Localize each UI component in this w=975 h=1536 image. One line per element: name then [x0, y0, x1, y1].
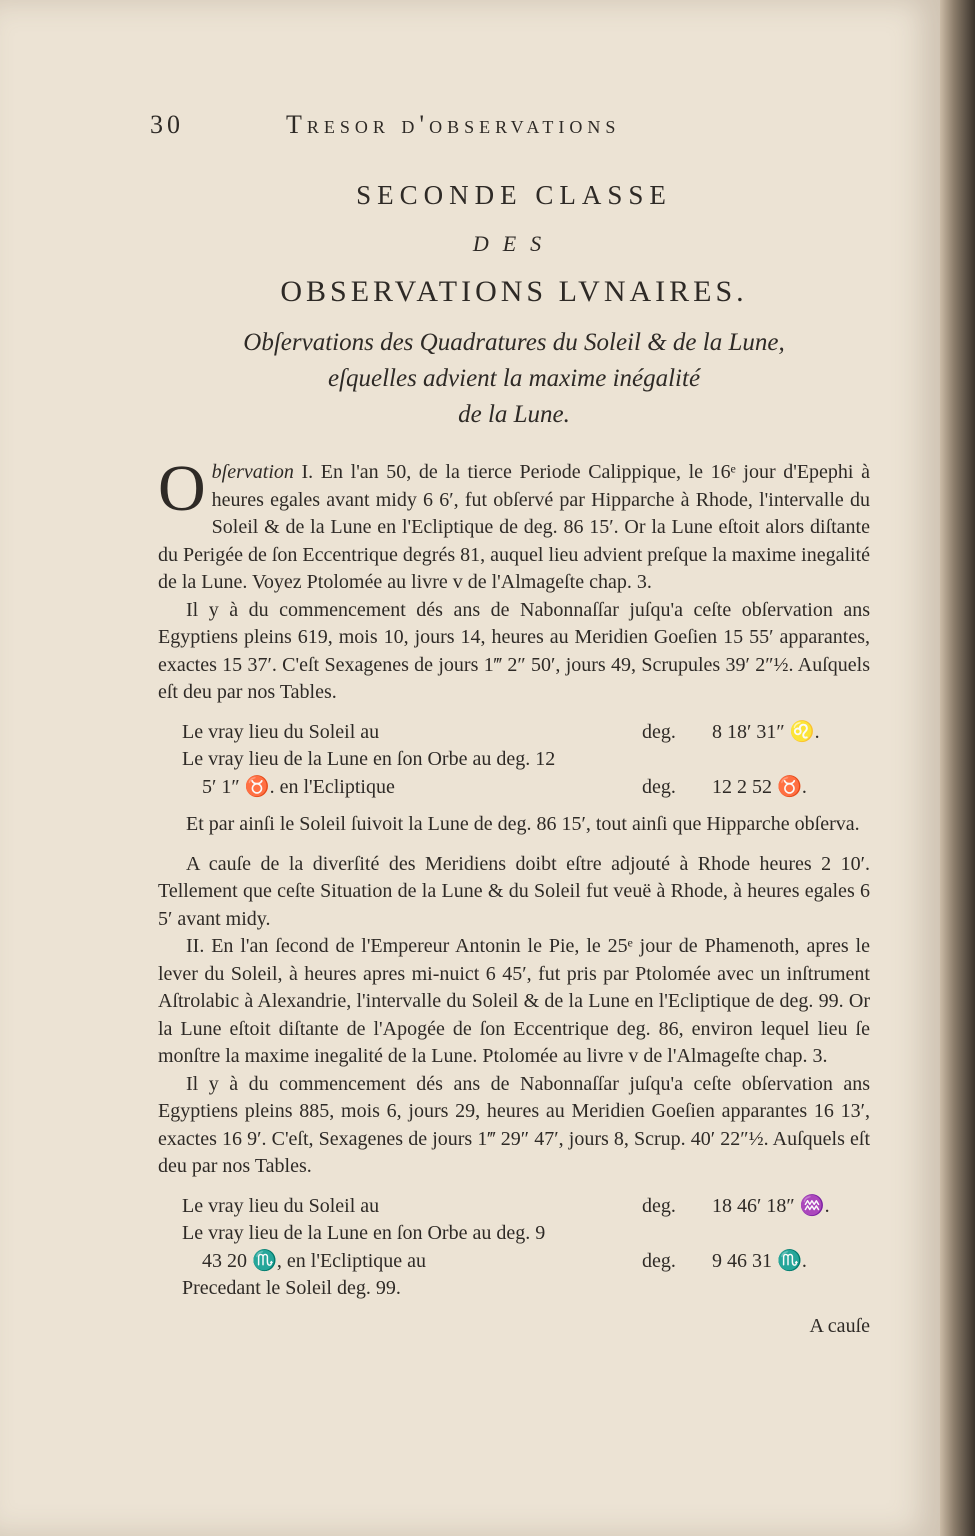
table-unit: deg.	[642, 775, 676, 798]
table-value: 8 18′ 31″ ♌.	[712, 720, 820, 743]
table-row	[182, 746, 870, 774]
table-label: Le vray lieu du Soleil au	[182, 1194, 380, 1217]
observation-lead-word: bſervation	[211, 461, 294, 483]
observation-2-paragraph: II. En l'an ſecond de l'Empereur Antonin le Pie, le 25ᵉ jour de Phamenoth, apres le lever du Soleil, à heures apres mi-nuict 6 45′, fut pris par Ptolomée avec un inſtrument Aſtrolabic à Alexandrie, l'intervalle du Soleil & de la Lune en l'Ecliptique de deg. 99. Or la Lune eſtoit diſtante de l'Apogée de ſon Eccentrique deg. 86, environ lequel lieu ſe monſtre la maxime inegalité de la Lune. Ptolomée au livre v de l'Almageſte chap. 3.	[158, 935, 870, 1067]
subtitle-line-1: Obſervations des Quadratures du Soleil & de la Lune,	[243, 329, 785, 356]
table-row	[182, 1275, 870, 1303]
table-value: 9 46 31 ♏.	[712, 1249, 807, 1272]
table-label: Le vray lieu de la Lune en ſon Orbe au deg. 9	[182, 1222, 546, 1244]
table-unit: deg.	[642, 720, 676, 743]
observation-1-computation: Il y à du commencement dés ans de Nabonnaſſar juſqu'a ceſte obſervation ans Egyptiens pleins 619, mois 10, jours 14, heures au Meridien Goeſien 15 55′ apparantes, exactes 15 37′. C'eſt Sexagenes de jours 1‴ 2″ 50′, jours 49, Scrupules 39′ 2″½. Auſquels eſt deu par nos Tables.	[158, 598, 870, 703]
table-label: Le vray lieu de la Lune en ſon Orbe au deg. 12	[182, 748, 556, 770]
drop-cap: O	[158, 452, 206, 525]
observation-1-text: I. En l'an 50, de la tierce Periode Calippique, le 16ᵉ jour d'Epephi à heures egales avant midy 6 6′, fut obſervé par Hipparche à Rhode, l'intervalle du Soleil & de la Lune en l'Ecliptique de deg. 86 15′. Or la Lune eſtoit alors diſtante du Perigée de ſon Eccentrique degrés 81, auquel lieu advient preſque la maxime inegalité de la Lune. Voyez Ptolomée au livre v de l'Almageſte chap. 3.	[158, 461, 870, 593]
subtitle-line-2: eſquelles advient la maxime inégalité	[327, 365, 701, 392]
table-label: 43 20 ♏, en l'Ecliptique au	[202, 1249, 427, 1272]
table-row	[182, 1248, 870, 1276]
table-row	[182, 719, 870, 747]
table-row	[182, 1220, 870, 1248]
table-label: Precedant le Soleil deg. 99.	[182, 1277, 401, 1299]
running-header	[150, 110, 870, 154]
observation-2-computation: Il y à du commencement dés ans de Nabonnaſſar juſqu'a ceſte obſervation ans Egyptiens pleins 885, mois 6, jours 29, heures au Meridien Goeſien apparantes 16 13′, exactes 16 9′. C'eſt, Sexagenes de jours 1‴ 29″ 47′, jours 8, Scrup. 40′ 22″½. Auſquels eſt deu par nos Tables.	[158, 1072, 870, 1177]
table-value: 12 2 52 ♉.	[712, 775, 807, 798]
page-number: 30	[150, 110, 184, 139]
observation-2-table	[182, 1193, 870, 1303]
table-label: 5′ 1″ ♉. en l'Ecliptique	[202, 775, 395, 798]
subtitle-line-3: de la Lune.	[458, 401, 570, 428]
table-value: 18 46′ 18″ ♒.	[712, 1194, 830, 1217]
running-title: Tresor d'observations	[286, 110, 621, 139]
body-text	[158, 452, 870, 1340]
class-heading: SECONDE CLASSE	[356, 180, 672, 210]
table-label: Le vray lieu du Soleil au	[182, 720, 380, 743]
observation-1-table	[182, 719, 870, 802]
table-unit: deg.	[642, 1249, 676, 1272]
table-unit: deg.	[642, 1194, 676, 1217]
table-row	[182, 1193, 870, 1221]
page-content	[150, 110, 870, 1340]
section-subtitle	[158, 325, 870, 433]
main-title: OBSERVATIONS LVNAIRES.	[280, 275, 748, 308]
catchword: A cauſe	[809, 1314, 870, 1337]
des-heading: DES	[472, 231, 556, 256]
observation-1-conclusion: Et par ainſi le Soleil ſuivoit la Lune de deg. 86 15′, tout ainſi que Hipparche obſerva.	[186, 813, 860, 835]
book-gutter	[940, 0, 975, 1536]
table-row	[182, 774, 870, 802]
observation-1-paragraph	[158, 452, 870, 597]
observation-1-meridian-note: A cauſe de la diverſité des Meridiens doibt eſtre adjouté à Rhode heures 2 10′. Tellement que ceſte Situation de la Lune & du Soleil fut veuë à Rhode, à heures egales 6 5′ avant midy.	[158, 852, 870, 930]
